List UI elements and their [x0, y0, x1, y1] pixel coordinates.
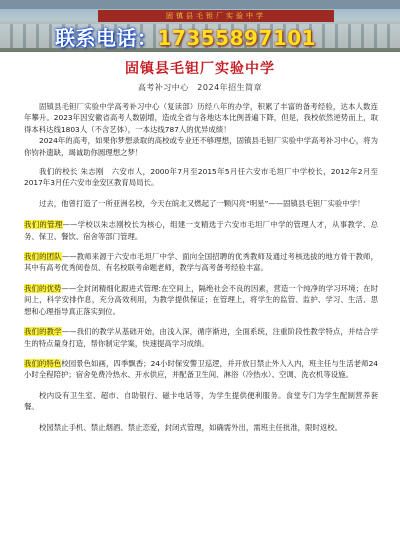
document-subtitle: 高考补习中心 2024年招生简章: [137, 83, 263, 92]
contact-phone: [55, 22, 316, 51]
intro-paragraph: 固镇县毛钽厂实验中学高考补习中心（复读部）历经八年的办学，积累了丰富的备考经验，达本人数连年攀升。2023年因安徽省高考人数剧增，造成全省与各地达本比例普遍下降，但是，我校依然逆势而上，取得本科达线1803人（不含艺体），一本达线787人的优异成绩！: [24, 102, 378, 134]
contact-phone-number: 17355897101: [157, 26, 317, 50]
rules-paragraph: 校园禁止手机、禁止烟酒、禁止恋爱，封闭式管理，如确需外出，需班主任批准，限时返校。: [39, 422, 343, 432]
teaching-text: ——我们的教学从基础开始，由浅入深，循序渐进，全面系统，注重阶段性教学特点，并结合学生的特点量身打造，帮你制定学案，快速提高学习成绩。: [24, 327, 378, 348]
intro-paragraph-2: 2024年的高考，如果你梦想录取的高校或专业还不够理想，固镇县毛钽厂实验中学高考补习中心，将为你钧补遗缺，竭诚助你圆理想之梦！: [24, 136, 378, 157]
management-section: [24, 219, 378, 242]
teaching-heading: 我们的教学: [24, 327, 62, 337]
advantage-heading: 我们的优势: [24, 283, 62, 293]
document-body: [0, 101, 400, 433]
contact-phone-label: 联系电话：: [55, 26, 158, 50]
team-heading: 我们的团队: [24, 252, 62, 262]
legend-paragraph: 过去，他曾打造了一所亚洲名校，今天在皖北又燃起了一颗闪亮“明星”——固镇县毛钽厂实验中学！: [39, 198, 365, 208]
principal-paragraph: 我们的校长 朱志刚 六安市人，2000年7月至2015年5月任六安市毛坦厂中学校长，2012年2月至2017年3月任六安市金安区教育局局长。: [24, 167, 378, 188]
banner-building-roof: [0, 0, 400, 9]
facilities-paragraph: 校内设有卫生室、超市、自助银行、磁卡电话等，为学生提供便利服务。食堂专门为学生配制营养套餐。: [24, 390, 378, 412]
feature-heading: 我们的特色: [24, 358, 62, 368]
management-heading: 我们的管理: [24, 220, 63, 230]
team-section: [24, 251, 378, 274]
banner-building-sign: 固镇县毛钽厂实验中学: [98, 10, 334, 22]
team-text: ——教师来源于六安市毛坦厂中学、面向全国招聘的优秀教师及通过考核选拔的地方骨干教师，其中有高考优秀阅卷员、有名校联考命题老师，教学与高考备考经验丰富。: [24, 252, 378, 273]
feature-section: [24, 358, 378, 381]
teaching-section: [24, 326, 378, 349]
advantage-section: [24, 283, 378, 317]
feature-text: 校园景色如画，四季飘香；24小时保安警卫巡逻，并开放日禁止外人入内，班主任与生活老师24小时全程陪护；宿舍免费冷热水、开水供应，并配备卫生间、淋浴（冷热水）、空调、洗衣机等设施。: [24, 358, 378, 380]
advantage-text: ——全封闭精细化跟进式管理:在空间上，隔绝社会不良的因素，营造一个纯净的学习环境；在时间上，科学安排作息，充分高效利用，为教学提供保证；在管理上，将学生的监管、监护、学习、生活、思想和心理指导真正落实到位。: [24, 283, 378, 316]
header-banner: [0, 0, 400, 52]
school-title: 固镇县毛钽厂实验中学: [125, 61, 275, 77]
management-text: ——学校以朱志刚校长为核心，组建一支精选于六安市毛坦厂中学的管理人才，从事教学、总务、保卫、餐饮、宿舍等部门管理。: [24, 220, 378, 241]
